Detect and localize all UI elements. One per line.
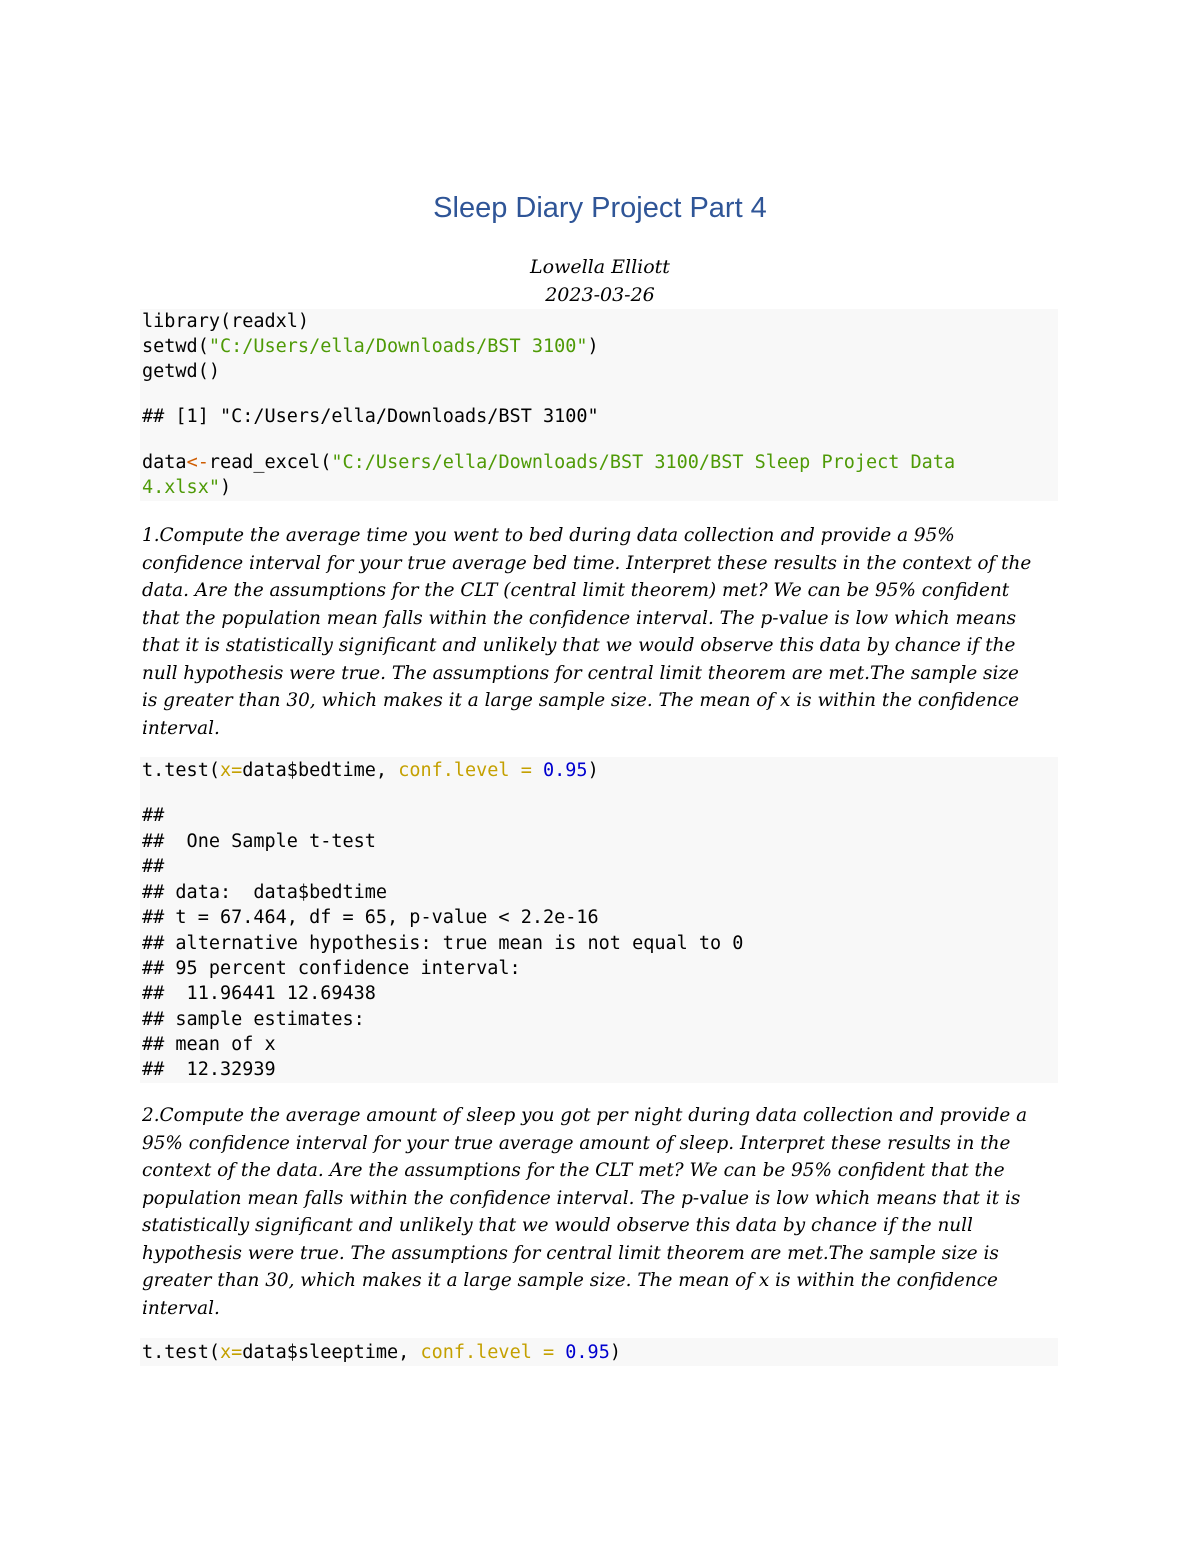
code-output-line: ## [1] "C:/Users/ella/Downloads/BST 3100" (142, 406, 599, 427)
code-output-line: ## mean of x (142, 1033, 276, 1055)
code-line: getwd() (142, 361, 220, 382)
code-output-line: ## alternative hypothesis: true mean is not equal to 0 (142, 932, 744, 954)
code-output-line: ## 12.32939 (142, 1058, 276, 1080)
code-output-line: ## t = 67.464, df = 65, p-value < 2.2e-16 (142, 907, 599, 928)
paragraph-line: data. Are the assumptions for the CLT (central limit theorem) met? We can be 95% confident (142, 580, 1010, 601)
document-date: 2023-03-26 (545, 284, 655, 306)
code-output-line: ## (142, 856, 165, 877)
code-output-line: ## 11.96441 12.69438 (142, 983, 376, 1004)
paragraph-line: interval. (142, 1297, 220, 1319)
paragraph-line: hypothesis were true. The assumptions for central limit theorem are met.The sample size is (142, 1242, 999, 1264)
question-1-text (142, 522, 1062, 742)
paragraph-line: 95% confidence interval for your true average amount of sleep. Interpret these results in the (142, 1132, 1011, 1154)
code-output-line: ## 95 percent confidence interval: (142, 958, 521, 979)
paragraph-line: that the population mean falls within the confidence interval. The p-value is low which means (142, 607, 1017, 629)
paragraph-line: is greater than 30, which makes it a large sample size. The mean of x is within the confidence (142, 690, 1020, 711)
paragraph-line: greater than 30, which makes it a large sample size. The mean of x is within the confidence (142, 1270, 998, 1291)
code-line: setwd("C:/Users/ella/Downloads/BST 3100") (142, 336, 599, 357)
paragraph-line: confidence interval for your true average bed time. Interpret these results in the context of the (142, 552, 1032, 574)
document-title: Sleep Diary Project Part 4 (433, 192, 767, 224)
code-line: 4.xlsx") (142, 477, 232, 498)
paragraph-line: 1.Compute the average time you went to bed during data collection and provide a 95% (142, 525, 955, 546)
paragraph-line: population mean falls within the confidence interval. The p-value is low which means that it is (142, 1187, 1021, 1209)
code-output-line: ## (142, 805, 165, 826)
code-line: t.test(x=data$bedtime, conf.level = 0.95) (142, 760, 599, 781)
paragraph-line: interval. (142, 717, 220, 739)
paragraph-line: 2.Compute the average amount of sleep you got per night during data collection and provide a (142, 1105, 1028, 1126)
setup-code-block (140, 309, 1058, 501)
paragraph-line: statistically significant and unlikely that we would observe this data by chance if the null (142, 1215, 973, 1236)
author-name: Lowella Elliott (530, 256, 670, 278)
code-output-line: ## One Sample t-test (142, 830, 376, 852)
t-test-bedtime-code-block (140, 757, 1058, 1083)
code-output-line: ## sample estimates: (142, 1008, 365, 1030)
code-line: t.test(x=data$sleeptime, conf.level = 0.95) (142, 1342, 621, 1363)
code-line: data<-read_excel("C:/Users/ella/Downloads/BST 3100/BST Sleep Project Data (142, 452, 956, 473)
paragraph-line: context of the data. Are the assumptions for the CLT met? We can be 95% confident that the (142, 1160, 1005, 1181)
code-line: library(readxl) (142, 311, 310, 332)
question-2-text (142, 1102, 1062, 1322)
paragraph-line: null hypothesis were true. The assumptions for central limit theorem are met.The sample size (142, 662, 1019, 684)
code-output-line: ## data: data$bedtime (142, 881, 388, 903)
t-test-sleeptime-code-block (140, 1338, 1058, 1366)
paragraph-line: that it is statistically significant and unlikely that we would observe this data by chance if the (142, 635, 1016, 656)
